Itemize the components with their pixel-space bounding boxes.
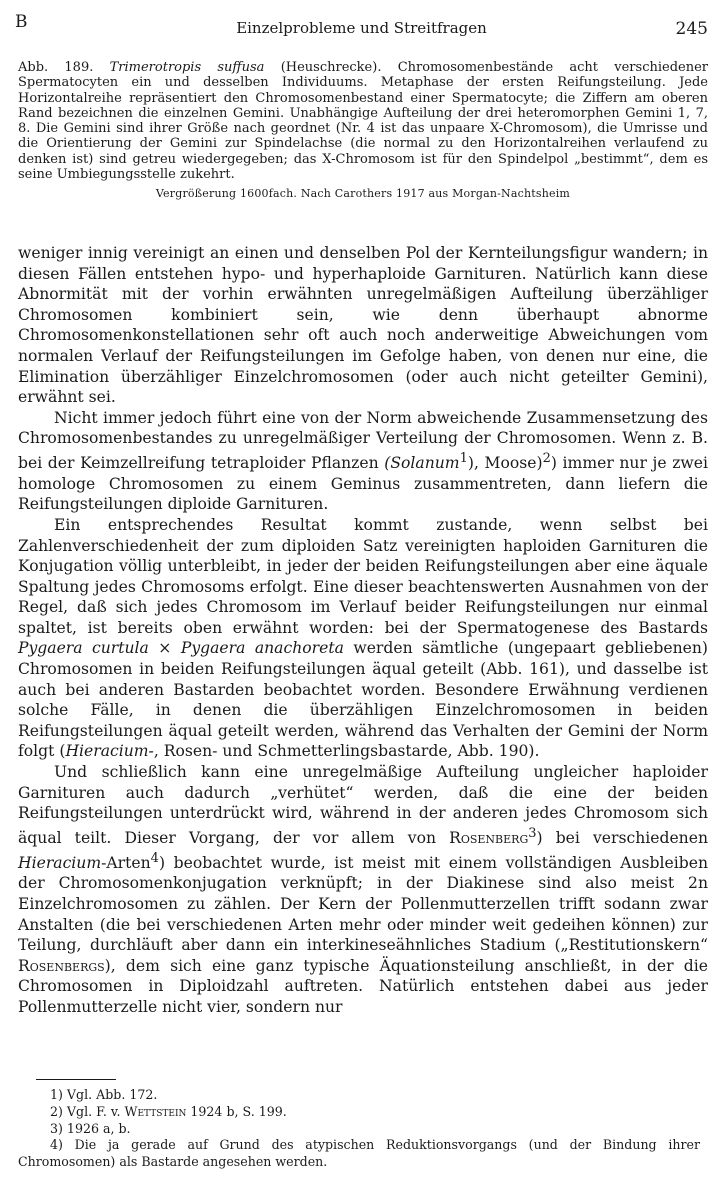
- page-number: 245: [675, 19, 708, 39]
- footnote-ref-3: 3: [528, 825, 537, 841]
- footnote-ref-1: 1: [459, 450, 468, 466]
- paragraph-4-text-d: ) beobachtet wurde, ist meist mit einem vollständigen Ausbleiben der Chromosomenkonjugation verknüpft; in der Diakinese sind also meist 2n Einzelchromosomen zu zählen. Der Kern der Pollenmutterzellen trifft sodann zwar Anstalten (die bei verschiedenen Arten mehr oder minder weit gedeihen können) zur Teilung, durchläuft aber dann ein interkineseähnliches Stadium („Restitutionskern“: [18, 853, 708, 955]
- signature-mark: B: [15, 12, 28, 32]
- author-wettstein: Wettstein: [124, 1103, 187, 1119]
- paragraph-4-text-e: ), dem sich eine ganz typische Äquationsteilung anschließt, in der die Chromosomen in Diploidzahl auftreten. Natürlich entstehen dabei aus jeder Pollenmutterzelle nicht vier, sondern nur: [18, 956, 708, 1016]
- caption-figure-label: Abb. 189.: [18, 60, 94, 75]
- footnote-1: 1) Vgl. Abb. 172.: [50, 1087, 158, 1102]
- caption-credit: Vergrößerung 1600fach. Nach Carothers 1917 aus Morgan-Nachtsheim: [155, 187, 571, 201]
- footnote-ref-2: 2: [542, 450, 551, 466]
- running-header: [15, 12, 708, 38]
- footnote-ref-4: 4: [150, 850, 159, 866]
- paragraph-2-text-c: ) immer nur je zwei homologe Chromosomen zu einem Geminus zusammentreten, dann liefern die Reifungsteilungen diploide Garnituren.: [18, 454, 708, 514]
- author-rosenberg: Rosenberg: [449, 829, 529, 847]
- footnotes: [18, 1087, 700, 1171]
- solanum-term: (Solanum: [384, 454, 460, 473]
- paragraph-2-text-b: ), Moose): [467, 454, 543, 473]
- paragraph-4: [18, 762, 708, 1018]
- paragraph-3-text-a: Ein entsprechendes Resultat kommt zustande, wenn selbst bei Zahlenverschiedenheit der zum diploiden Satz vereinigten haploiden Garnituren die Konjugation völlig unterbleibt, in jeder der beiden Reifungsteilungen aber eine äquale Spaltung jedes Chromosoms erfolgt. Eine dieser beachtenswerten Ausnahmen von der Regel, daß sich jedes Chromosom im Verlauf beider Reifungsteilungen nur einmal spaltet, ist bereits oben erwähnt worden: bei der Spermatogenese des Bastards: [18, 515, 708, 637]
- cross-symbol: ×: [148, 639, 181, 658]
- running-title: Einzelprobleme und Streitfragen: [236, 19, 487, 37]
- hieracium-genus: Hieracium: [18, 853, 102, 872]
- footnote-4: 4) Die ja gerade auf Grund des atypischen Reduktionsvorgangs (und der Bindung ihrer Chromosomen) als Bastarde angesehen werden.: [18, 1137, 700, 1170]
- paragraph-4-text-a: Und schließlich kann eine unregelmäßige Aufteilung ungleicher haploider Garnituren auch dadurch „verhütet“ werden, daß die eine der beiden Reifungsteilungen unterdrückt wird, während in der anderen jedes Chromosom sich äqual teilt. Dieser Vorgang, der vor allem von: [18, 763, 708, 847]
- hieracium-term: Hieracium-: [65, 742, 154, 761]
- paragraph-2: [18, 408, 708, 515]
- species-pygaera-curtula: Pygaera curtula: [18, 639, 149, 658]
- caption-text: [18, 60, 708, 182]
- footnote-separator: [36, 1079, 116, 1080]
- author-rosenbergs: Rosenbergs: [18, 956, 105, 975]
- footnote-3: 3) 1926 a, b.: [50, 1120, 131, 1136]
- figure-caption: [18, 60, 708, 202]
- paragraph-4-text-c: -Arten: [101, 853, 151, 872]
- footnote-2-text-a: 2) Vgl. F. v.: [50, 1103, 125, 1119]
- footnote-2-text-b: 1924 b, S. 199.: [186, 1103, 287, 1119]
- paragraph-1: weniger innig vereinigt an einen und denselben Pol der Kernteilungsfigur wandern; in diesen Fällen entstehen hypo- und hyperhaploide Garnituren. Natürlich kann diese Abnormität mit der vorhin erwähnten unregelmäßigen Aufteilung überzähliger Chromosomen kombiniert sein, wie denn überhaupt abnorme Chromosomenkonstellationen sehr oft auch noch anderweitige Abweichungen vom normalen Verlauf der Reifungsteilungen im Gefolge haben, von denen nur eine, die Elimination überzähliger Einzelchromosomen (oder auch nicht geteilter Gemini), erwähnt sei.: [18, 244, 708, 407]
- paragraph-3: [18, 515, 708, 762]
- paragraph-2-text-a: Nicht immer jedoch führt eine von der Norm abweichende Zusammensetzung des Chromosomenbestandes zu unregelmäßiger Verteilung der Chromosomen. Wenn z. B. bei der Keimzellreifung tetraploider Pflanzen: [18, 408, 708, 473]
- body-text: [18, 243, 708, 1018]
- footnote-2: [18, 1104, 700, 1121]
- paragraph-4-text-b: ) bei verschiedenen: [536, 829, 708, 847]
- caption-body: (Heuschrecke). Chromosomenbestände acht verschiedener Spermatocyten ein und desselben Individuums. Metaphase der ersten Reifungsteilung. Jede Horizontalreihe repräsentiert den Chromosomenbestand einer Spermatocyte; die Ziffern am oberen Rand bezeichnen die einzelnen Gemini. Unabhängige Aufteilung der drei heteromorphen Gemini 1, 7, 8. Die Gemini sind ihrer Größe nach geordnet (Nr. 4 ist das unpaare X-Chromosom), die Umrisse und die Orientierung der Gemini zur Spindelachse (die normal zu den Horizontalreihen verlaufend zu denken ist) sind getreu wiedergegeben; das X-Chromosom ist für den Spindelpol „bestimmt“, dem es seine Umbiegungsstelle zukehrt.: [18, 60, 708, 183]
- paragraph-3-text-c: , Rosen- und Schmetterlingsbastarde, Abb. 190).: [153, 742, 540, 761]
- paragraph-3-text-b: werden sämtliche (ungepaart gebliebenen) Chromosomen in beiden Reifungsteilungen äqual geteilt (Abb. 161), und dasselbe ist auch bei anderen Bastarden beobachtet worden. Besondere Erwähnung verdienen solche Fälle, in denen die überzähligen Einzelchromosomen in beiden Reifungsteilungen äqual geteilt werden, während das Verhalten der Gemini der Norm folgt (: [18, 639, 708, 761]
- caption-species-name: Trimerotropis suffusa: [109, 60, 265, 75]
- species-pygaera-anachoreta: Pygaera anachoreta: [180, 639, 344, 658]
